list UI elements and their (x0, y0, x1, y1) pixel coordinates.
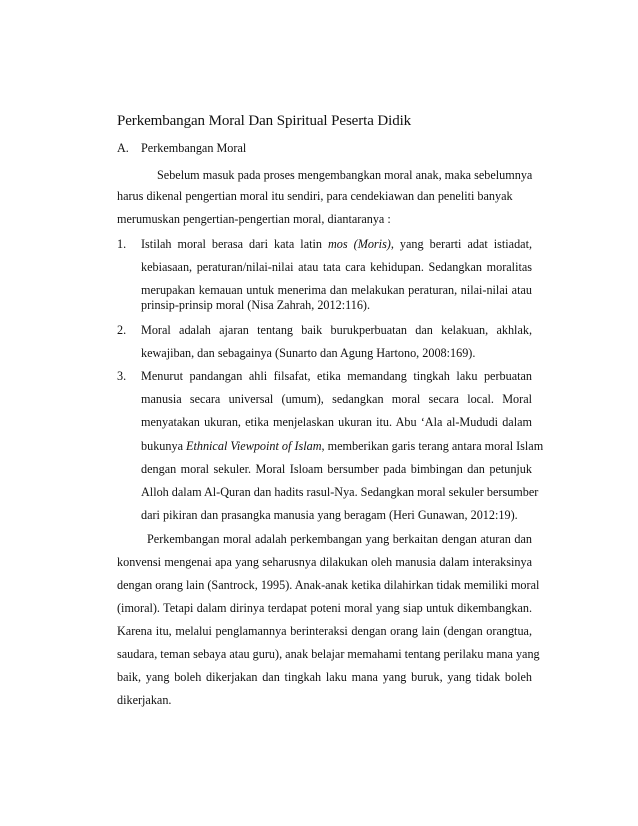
italic-term: Ethnical Viewpoint of Islam (186, 439, 322, 453)
closing-line: Karena itu, melalui penglamannya berinteraksi dengan orang lain (dengan orangtua, (117, 624, 532, 638)
section-label: A. (117, 141, 129, 155)
list-item-line: merupakan kemauan untuk menerima dan melakukan peraturan, nilai-nilai atau (141, 283, 532, 297)
intro-line: Sebelum masuk pada proses mengembangkan moral anak, maka sebelumnya (157, 168, 533, 182)
closing-line: dikerjakan. (117, 693, 172, 707)
list-item-line: kewajiban, dan sebagainya (Sunarto dan Agung Hartono, 2008:169). (141, 346, 476, 360)
closing-line: saudara, teman sebaya atau guru), anak belajar memahami tentang perilaku mana yang (117, 647, 540, 661)
list-number: 1. (117, 237, 127, 251)
list-item-line (141, 237, 532, 252)
italic-term: mos (Moris) (327, 237, 391, 251)
closing-line: konvensi mengenai apa yang seharusnya dilakukan oleh manusia dalam interaksinya (117, 555, 532, 569)
section-heading: Perkembangan Moral (141, 141, 247, 155)
list-number: 3. (117, 369, 127, 383)
list-number: 2. (117, 323, 127, 337)
closing-line: dengan orang lain (Santrock, 1995). Anak-anak ketika dilahirkan tidak memiliki moral (117, 578, 540, 592)
closing-line: (imoral). Tetapi dalam dirinya terdapat poteni moral yang siap untuk dikembangkan. (117, 601, 532, 615)
text-run: , memberikan garis terang antara moral Islam (321, 439, 544, 453)
text-run: , yang berarti adat istiadat, (390, 237, 532, 251)
list-item-line: menyatakan ukuran, etika menjelaskan ukuran itu. Abu ‘Ala al-Mududi dalam (141, 415, 532, 429)
intro-line: merumuskan pengertian-pengertian moral, diantaranya : (117, 212, 391, 226)
list-item-line: dari pikiran dan prasangka manusia yang beragam (Heri Gunawan, 2012:19). (141, 508, 518, 522)
closing-line: Perkembangan moral adalah perkembangan yang berkaitan dengan aturan dan (147, 532, 532, 546)
list-item-line: kebiasaan, peraturan/nilai-nilai atau tata cara kehidupan. Sedangkan moralitas (141, 260, 532, 274)
list-item-line: manusia secara universal (umum), sedangkan moral secara local. Moral (141, 392, 532, 406)
intro-line: harus dikenal pengertian moral itu sendiri, para cendekiawan dan peneliti banyak (117, 189, 513, 203)
list-item-line: Moral adalah ajaran tentang baik burukperbuatan dan kelakuan, akhlak, (141, 323, 532, 337)
text-run: bukunya (141, 439, 187, 453)
list-item-line: Alloh dalam Al-Quran dan hadits rasul-Nya. Sedangkan moral sekuler bersumber (141, 485, 539, 499)
list-item-line: dengan moral sekuler. Moral Isloam bersumber pada bimbingan dan petunjuk (141, 462, 532, 476)
list-item-line: prinsip-prinsip moral (Nisa Zahrah, 2012:116). (141, 298, 371, 312)
closing-line: baik, yang boleh dikerjakan dan tingkah laku mana yang buruk, yang tidak boleh (117, 670, 532, 684)
page-title: Perkembangan Moral Dan Spiritual Peserta Didik (117, 113, 412, 129)
list-item-line: Menurut pandangan ahli filsafat, etika memandang tingkah laku perbuatan (141, 369, 532, 383)
list-item-line (141, 439, 544, 454)
text-run: Istilah moral berasa dari kata latin (141, 237, 328, 251)
